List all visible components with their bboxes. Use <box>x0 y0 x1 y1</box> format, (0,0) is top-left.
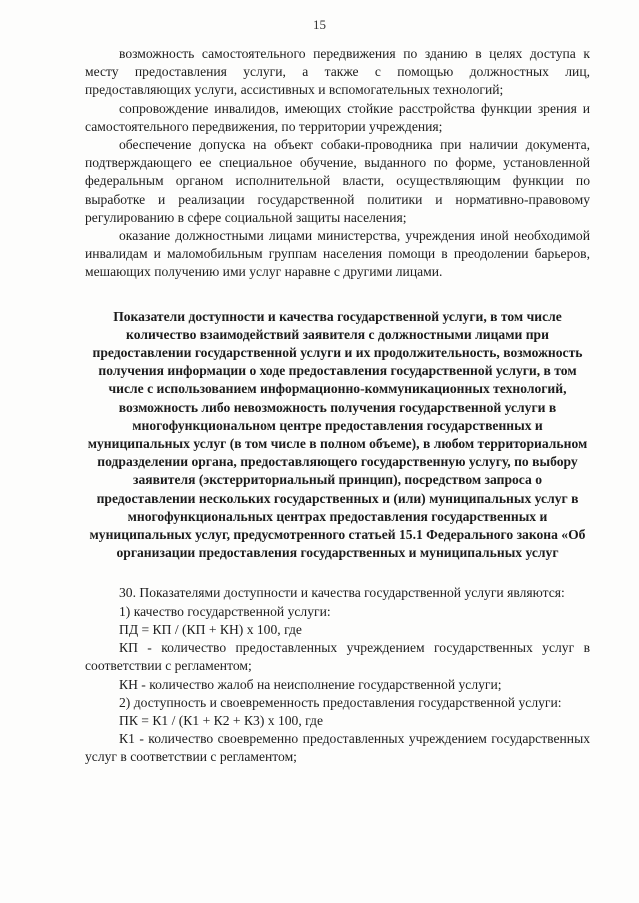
formula-pk: ПК = К1 / (К1 + К2 + К3) х 100, где <box>119 712 323 728</box>
paragraph-k1-definition: К1 - количество своевременно предоставленных учреждением государственных услуг в соответствии с регламентом; <box>85 731 590 765</box>
paragraph-quality: 1) качество государственной услуги: <box>119 603 331 619</box>
document-content <box>85 45 590 767</box>
paragraph-accessibility: 2) доступность и своевременность предоставления государственной услуги: <box>119 694 562 710</box>
paragraph-escort: сопровождение инвалидов, имеющих стойкие расстройства функции зрения и самостоятельного передвижения, по территории учреждения; <box>85 100 590 134</box>
page-number: 15 <box>313 17 326 32</box>
paragraph-guide-dog: обеспечение допуска на объект собаки-проводника при наличии документа, подтверждающего ее специальное обучение, выданного по форме, установленной федеральным органом исполнительной власти, осуществляющим функции по выработке и реализации государственной политики и нормативно-правовому регулированию в сфере социальной защиты населения; <box>85 137 590 225</box>
paragraph-item-30: 30. Показателями доступности и качества государственной услуги являются: <box>119 585 565 601</box>
paragraph-assistance: оказание должностными лицами министерства, учреждения иной необходимой инвалидам и маломобильным группам населения помощи в преодолении барьеров, мешающих получению ими услуг наравне с другими лицами. <box>85 228 590 280</box>
paragraph-kn-definition: КН - количество жалоб на неисполнение государственной услуги; <box>119 676 502 692</box>
paragraph-self-movement: возможность самостоятельного передвижения по зданию в целях доступа к месту предоставления услуги, а также с помощью должностных лиц, предоставляющих услуги, ассистивных и вспомогательных технологий; <box>85 46 590 98</box>
section-heading-text: Показатели доступности и качества государственной услуги, в том числе количество взаимодействий заявителя с должностными лицами при предоставлении государственной услуги и их продолжительность, возможность получения информации о ходе предоставления государственной услуги, в том числе с использованием информационно-коммуникационных технологий, возможность либо невозможность получения государственной услуги в многофункциональном центре предоставления государственных и муниципальных услуг (в том числе в полном объеме), в любом территориальном подразделении органа, предоставляющего государственную услугу, по выбору заявителя (экстерриториальный принцип), посредством запроса о предоставлении нескольких государственных и (или) муниципальных услуг в многофункциональных центрах предоставления государственных и муниципальных услуг, предусмотренного статьей 15.1 Федерального закона «Об организации предоставления государственных и муниципальных услуг <box>87 308 588 561</box>
section-heading <box>85 308 590 563</box>
formula-pd: ПД = КП / (КП + КН) х 100, где <box>119 621 302 637</box>
paragraph-kp-definition: КП - количество предоставленных учреждением государственных услуг в соответствии с регламентом; <box>85 640 590 674</box>
